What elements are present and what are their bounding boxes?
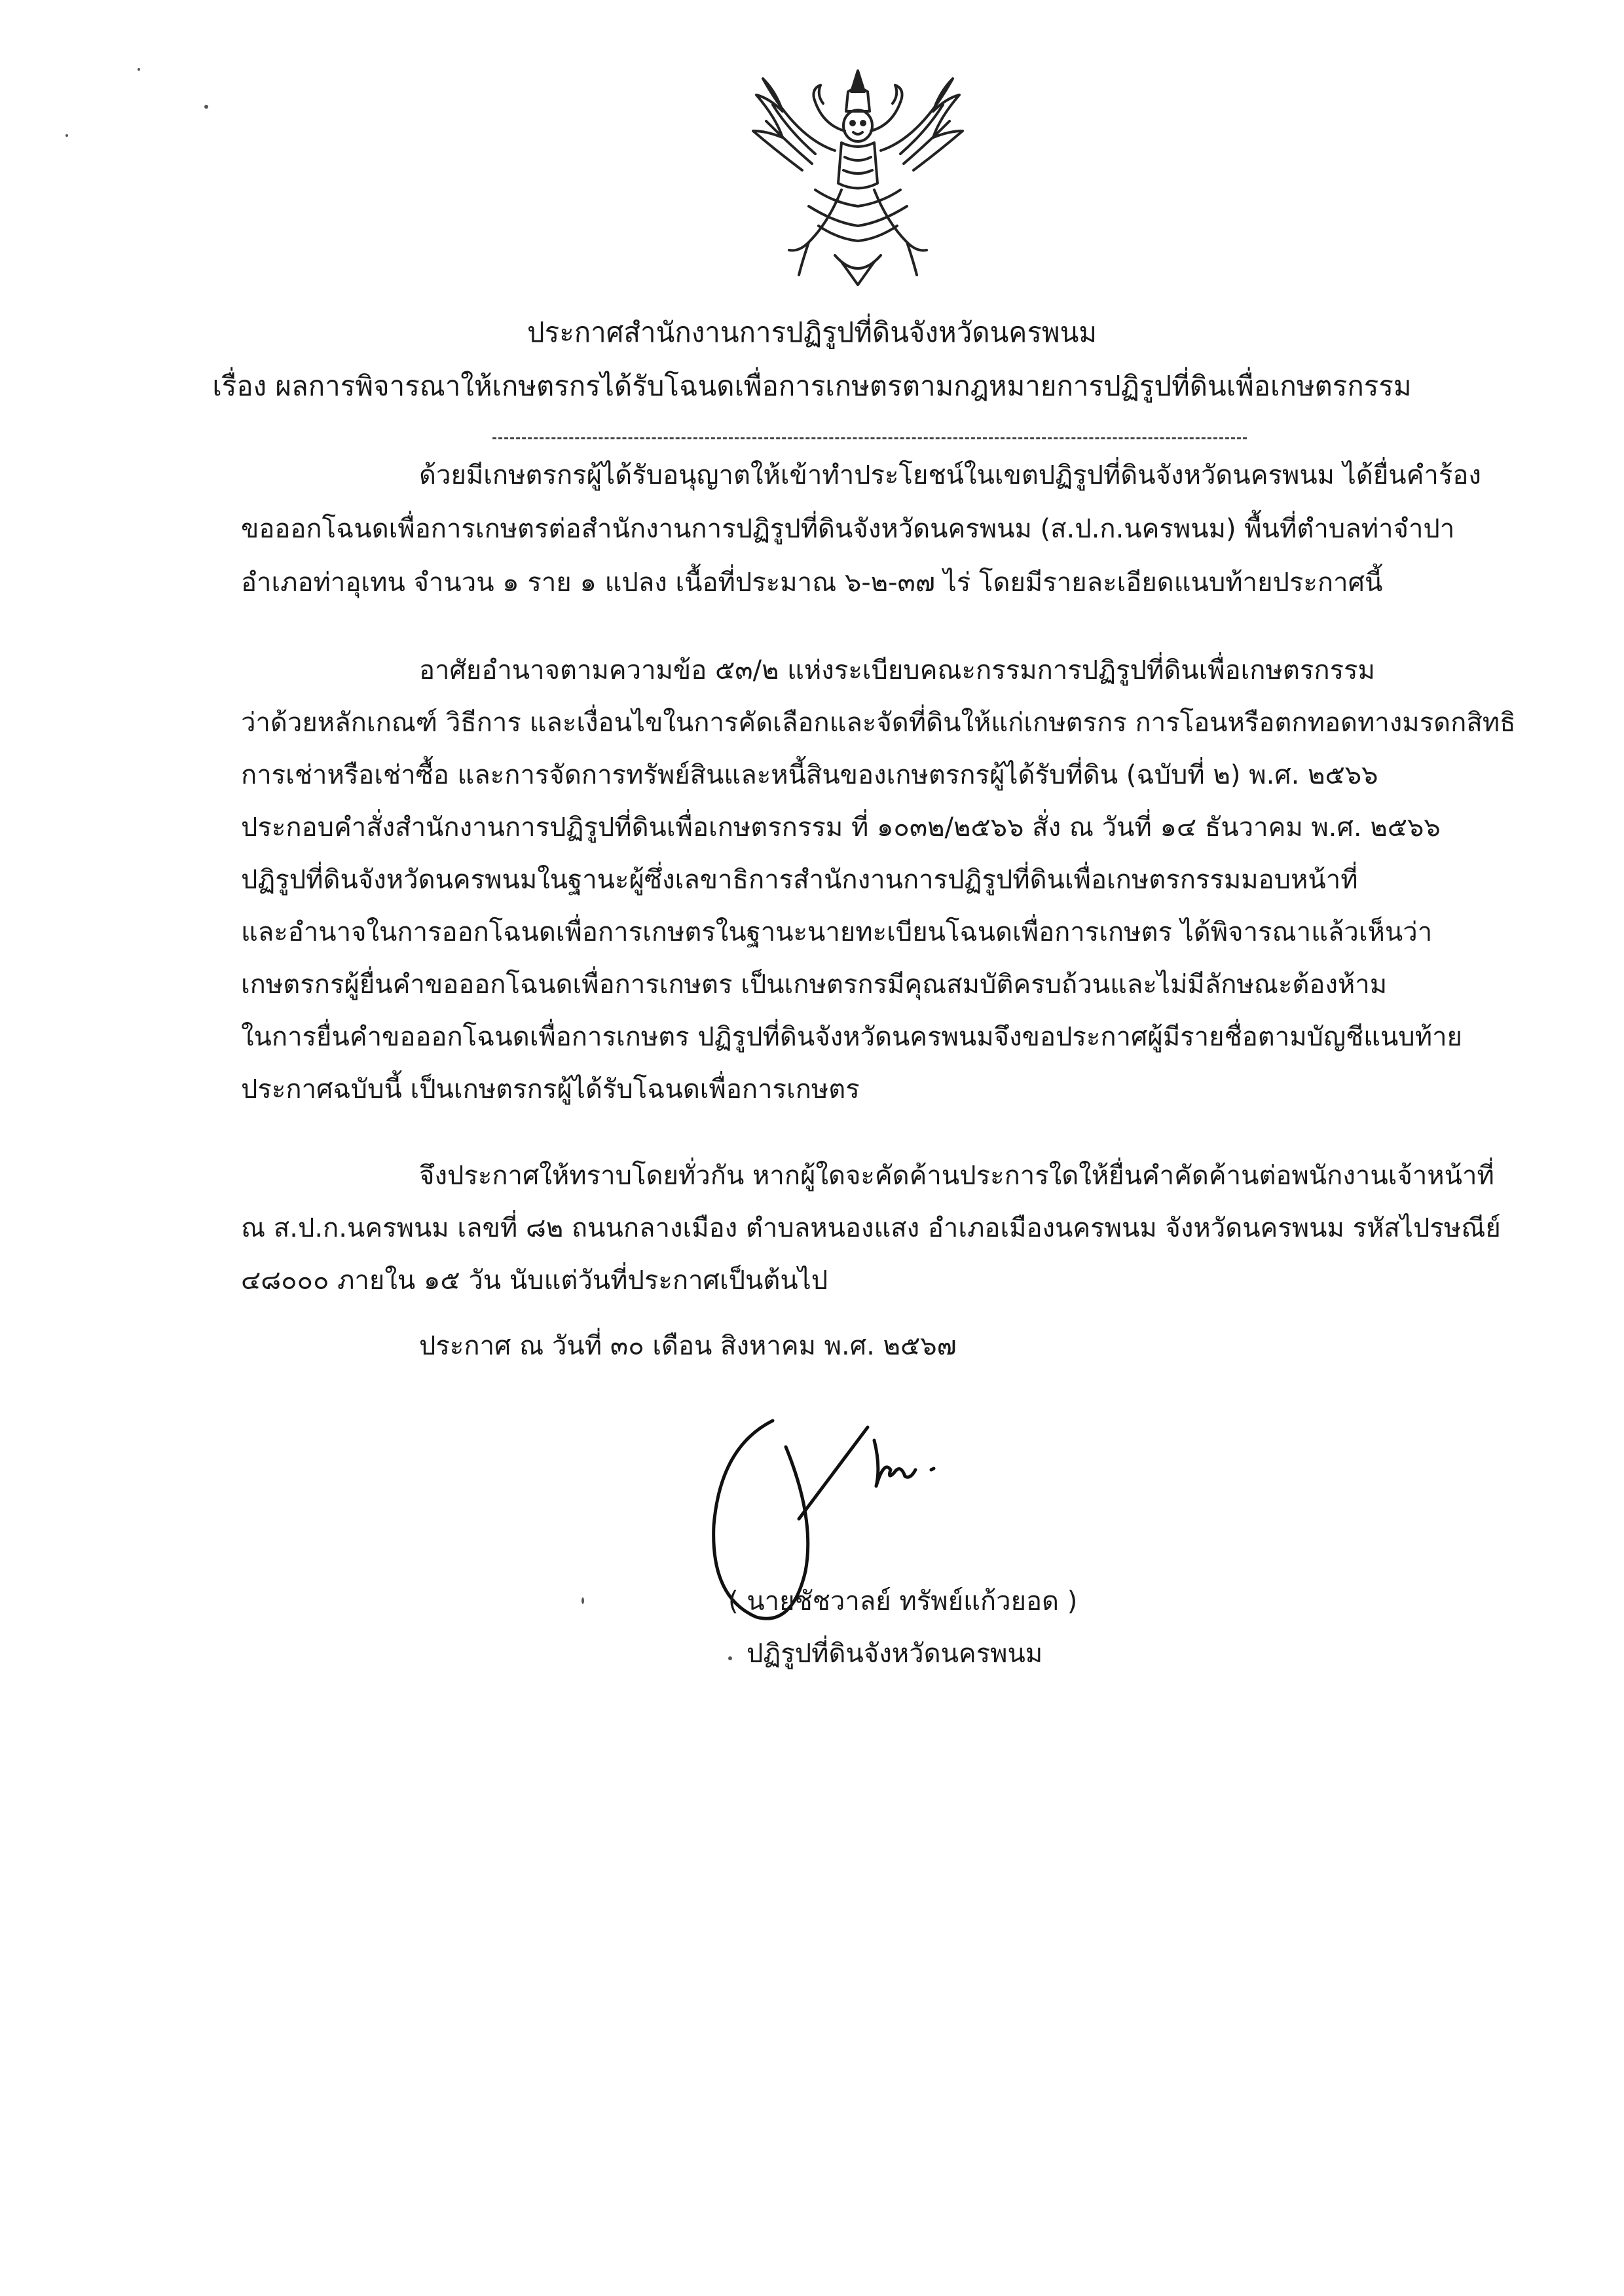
scan-speck <box>204 105 208 109</box>
scan-speck <box>728 1656 732 1660</box>
paragraph2-line: การเช่าหรือเช่าซื้อ และการจัดการทรัพย์สินและหนี้สินของเกษตรกรผู้ได้รับที่ดิน (ฉบับที่ ๒) พ.ศ. ๒๕๖๖ <box>241 760 1378 790</box>
paragraph1-line: อำเภอท่าอุเทน จำนวน ๑ ราย ๑ แปลง เนื้อที่ประมาณ ๖-๒-๓๗ ไร่ โดยมีรายละเอียดแนบท้ายประกาศนี้ <box>241 568 1383 598</box>
paragraph2-line: ประกอบคำสั่งสำนักงานการปฏิรูปที่ดินเพื่อเกษตรกรรม ที่ ๑๐๓๒/๒๕๖๖ สั่ง ณ วันที่ ๑๔ ธันวาคม พ.ศ. ๒๕๖๖ <box>241 812 1441 843</box>
paragraph3-line: จึงประกาศให้ทราบโดยทั่วกัน หากผู้ใดจะคัดค้านประการใดให้ยื่นคำคัดค้านต่อพนักงานเจ้าหน้าที่ <box>419 1161 1494 1191</box>
paragraph1-line: ด้วยมีเกษตรกรผู้ได้รับอนุญาตให้เข้าทำประโยชน์ในเขตปฏิรูปที่ดินจังหวัดนครพนม ได้ยื่นคำร้อง <box>419 460 1481 490</box>
scan-speck <box>138 68 140 71</box>
paragraph1-line: ขอออกโฉนดเพื่อการเกษตรต่อสำนักงานการปฏิรูปที่ดินจังหวัดนครพนม (ส.ป.ก.นครพนม) พื้นที่ตำบลท่าจำปา <box>241 514 1455 544</box>
announcement-date: ประกาศ ณ วันที่ ๓๐ เดือน สิงหาคม พ.ศ. ๒๕๖๗ <box>419 1331 957 1361</box>
announcement-title: ประกาศสำนักงานการปฏิรูปที่ดินจังหวัดนครพนม <box>526 316 1098 348</box>
paragraph2-line: ในการยื่นคำขอออกโฉนดเพื่อการเกษตร ปฏิรูปที่ดินจังหวัดนครพนมจึงขอประกาศผู้มีรายชื่อตามบัญชีแนบท้าย <box>241 1022 1462 1052</box>
title-divider <box>492 437 1247 439</box>
scan-speck <box>65 134 68 137</box>
signatory-name: ( นายชัชวาลย์ ทรัพย์แก้วยอด ) <box>728 1586 1078 1616</box>
announcement-subject: เรื่อง ผลการพิจารณาให้เกษตรกรได้รับโฉนดเพื่อการเกษตรตามกฎหมายการปฏิรูปที่ดินเพื่อเกษตรกรรม <box>212 370 1412 402</box>
signatory-position: ปฏิรูปที่ดินจังหวัดนครพนม <box>747 1639 1043 1669</box>
paragraph2-line: อาศัยอำนาจตามความข้อ ๕๓/๒ แห่งระเบียบคณะกรรมการปฏิรูปที่ดินเพื่อเกษตรกรรม <box>419 655 1375 685</box>
paragraph3-line: ณ ส.ป.ก.นครพนม เลขที่ ๘๒ ถนนกลางเมือง ตำบลหนองแสง อำเภอเมืองนครพนม จังหวัดนครพนม รหัสไปรษณีย์ <box>241 1213 1501 1243</box>
paragraph2-line: ปฏิรูปที่ดินจังหวัดนครพนมในฐานะผู้ซึ่งเลขาธิการสำนักงานการปฏิรูปที่ดินเพื่อเกษตรกรรมมอบหน้าที่ <box>241 865 1358 895</box>
paragraph2-line: เกษตรกรผู้ยื่นคำขอออกโฉนดเพื่อการเกษตร เป็นเกษตรกรมีคุณสมบัติครบถ้วนและไม่มีลักษณะต้องห้าม <box>241 970 1388 1000</box>
paragraph2-line: และอำนาจในการออกโฉนดเพื่อการเกษตรในฐานะนายทะเบียนโฉนดเพื่อการเกษตร ได้พิจารณาแล้วเห็นว่า <box>241 917 1433 947</box>
paragraph3-line: ๔๘๐๐๐ ภายใน ๑๕ วัน นับแต่วันที่ประกาศเป็นต้นไป <box>241 1266 828 1296</box>
scan-speck <box>581 1597 584 1604</box>
garuda-emblem-icon <box>737 65 979 288</box>
paragraph2-line: ว่าด้วยหลักเกณฑ์ วิธีการ และเงื่อนไขในการคัดเลือกและจัดที่ดินให้แก่เกษตรกร การโอนหรือตกทอดทางมรดกสิทธิ <box>241 708 1516 738</box>
paragraph2-line: ประกาศฉบับนี้ เป็นเกษตรกรผู้ได้รับโฉนดเพื่อการเกษตร <box>241 1074 860 1104</box>
